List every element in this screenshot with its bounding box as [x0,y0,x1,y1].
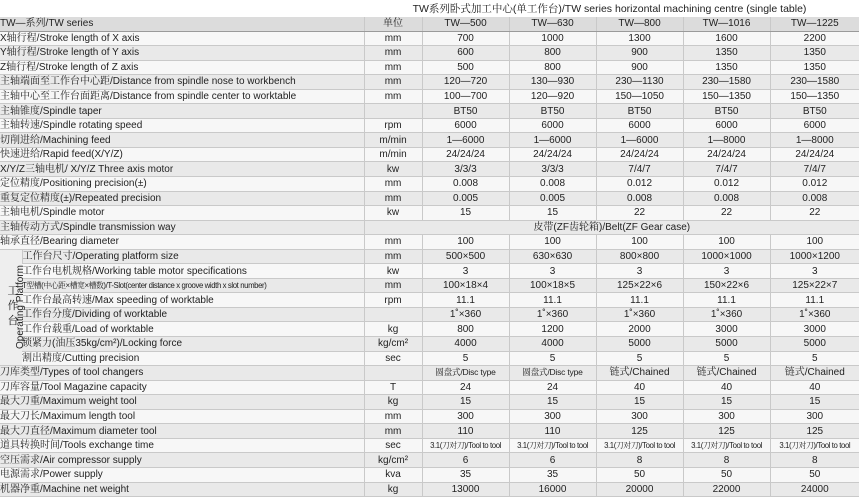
param-label: 工作台分度/Dividing of worktable [22,307,364,322]
model-header: TW—800 [596,17,683,31]
platform-row [0,307,859,322]
spec-row [0,147,859,162]
value-cell: 6000 [422,118,509,133]
spec-row [0,46,859,61]
value-cell: 3.1(刀对刀)/Tool to tool [683,438,770,453]
value-cell: 3 [422,264,509,279]
param-label: 主轴传动方式/Spindle transmission way [0,220,364,235]
value-cell: 125×22×7 [770,278,859,293]
param-label: 空压需求/Air compressor supply [0,453,364,468]
param-label: 轴承直径/Bearing diameter [0,235,364,250]
platform-row [0,264,859,279]
spec-row [0,366,859,381]
value-cell: 0.008 [509,177,596,192]
value-cell: 3.1(刀对刀)/Tool to tool [770,438,859,453]
value-cell: 0.012 [770,177,859,192]
spec-row [0,60,859,75]
spec-row [0,133,859,148]
value-cell: 3 [596,264,683,279]
value-cell: 0.008 [422,177,509,192]
value-cell: 1—6000 [509,133,596,148]
value-cell: 11.1 [683,293,770,308]
value-cell: 1350 [683,60,770,75]
unit-cell [364,104,422,119]
value-cell: 22000 [683,482,770,497]
value-cell: 24/24/24 [596,147,683,162]
transmission-value: 皮带(ZF齿轮箱)/Belt(ZF Gear case) [364,220,859,235]
param-label: 电源需求/Power supply [0,467,364,482]
value-cell: 700 [422,31,509,46]
unit-cell: kg/cm² [364,337,422,352]
param-label: 工作台电机规格/Working table motor specifications [22,264,364,279]
value-cell: 16000 [509,482,596,497]
value-cell: 150×22×6 [683,278,770,293]
header-param: TW—系列/TW series [0,17,364,31]
value-cell: 3 [770,264,859,279]
header-row [0,17,859,31]
value-cell: 150—1350 [683,89,770,104]
value-cell: 0.008 [596,191,683,206]
value-cell: 100—700 [422,89,509,104]
value-cell: 24 [509,380,596,395]
value-cell: 1—8000 [770,133,859,148]
value-cell: 5000 [770,337,859,352]
value-cell: 900 [596,60,683,75]
unit-cell: kg [364,482,422,497]
param-label: 最大刀长/Maximum length tool [0,409,364,424]
value-cell: 1˚×360 [509,307,596,322]
platform-row [0,322,859,337]
value-cell: 3.1(刀对刀)/Tool to tool [509,438,596,453]
unit-cell: kva [364,467,422,482]
value-cell: 15 [596,395,683,410]
value-cell: 1—6000 [422,133,509,148]
value-cell: 120—720 [422,75,509,90]
spec-row [0,31,859,46]
value-cell: 3.1(刀对刀)/Tool to tool [596,438,683,453]
value-cell: 800×800 [596,249,683,264]
value-cell: 1—6000 [596,133,683,148]
value-cell: 50 [770,467,859,482]
value-cell: 11.1 [770,293,859,308]
spec-row [0,438,859,453]
platform-row [0,351,859,366]
value-cell: 100 [770,235,859,250]
unit-cell: mm [364,191,422,206]
value-cell: 40 [770,380,859,395]
platform-row [0,278,859,293]
value-cell: 15 [683,395,770,410]
value-cell: 120—920 [509,89,596,104]
value-cell: 630×630 [509,249,596,264]
value-cell: 11.1 [422,293,509,308]
value-cell: 130—930 [509,75,596,90]
spec-row [0,118,859,133]
unit-cell: mm [364,31,422,46]
spec-table-body [0,17,859,497]
value-cell: 5 [509,351,596,366]
unit-cell: mm [364,177,422,192]
platform-row [0,293,859,308]
spec-row [0,380,859,395]
value-cell: 40 [683,380,770,395]
value-cell: 500×500 [422,249,509,264]
value-cell: 4000 [422,337,509,352]
value-cell: 800 [422,322,509,337]
value-cell: 20000 [596,482,683,497]
unit-cell: rpm [364,293,422,308]
value-cell: 3.1(刀对刀)/Tool to tool [422,438,509,453]
value-cell: 3/3/3 [422,162,509,177]
param-label: 刀库类型/Types of tool changers [0,366,364,381]
value-cell: 15 [422,206,509,221]
spec-row [0,395,859,410]
value-cell: 链式/Chained [770,366,859,381]
value-cell: 24/24/24 [509,147,596,162]
value-cell: 230—1130 [596,75,683,90]
value-cell: 100 [596,235,683,250]
unit-cell: kg/cm² [364,453,422,468]
value-cell: 6000 [509,118,596,133]
platform-side-cn: 工作台 [6,284,18,330]
model-header: TW—500 [422,17,509,31]
param-label: 最大刀直径/Maximum diameter tool [0,424,364,439]
param-label: 刀库容量/Tool Magazine capacity [0,380,364,395]
value-cell: 50 [683,467,770,482]
value-cell: 35 [509,467,596,482]
value-cell: BT50 [683,104,770,119]
value-cell: 3/3/3 [509,162,596,177]
spec-row [0,424,859,439]
value-cell: 7/4/7 [596,162,683,177]
model-header: TW—1225 [770,17,859,31]
value-cell: 22 [683,206,770,221]
value-cell: 7/4/7 [683,162,770,177]
value-cell: 24000 [770,482,859,497]
value-cell: 300 [509,409,596,424]
unit-cell: sec [364,351,422,366]
value-cell: 1˚×360 [770,307,859,322]
param-label: X/Y/Z三轴电机/ X/Y/Z Three axis motor [0,162,364,177]
value-cell: 1350 [770,60,859,75]
value-cell: 3000 [683,322,770,337]
param-label: 最大刀重/Maximum weight tool [0,395,364,410]
value-cell: 15 [770,395,859,410]
value-cell: 15 [509,395,596,410]
value-cell: 2000 [596,322,683,337]
param-label: 工作台载重/Load of worktable [22,322,364,337]
value-cell: 1000 [509,31,596,46]
value-cell: 1300 [596,31,683,46]
unit-cell: kw [364,264,422,279]
param-label: 割出精度/Cutting precision [22,351,364,366]
param-label: 切削进给/Machining feed [0,133,364,148]
value-cell: 500 [422,60,509,75]
unit-cell: mm [364,278,422,293]
value-cell: 1˚×360 [422,307,509,322]
value-cell: 1˚×360 [596,307,683,322]
value-cell: 22 [596,206,683,221]
value-cell: 4000 [509,337,596,352]
spec-row [0,89,859,104]
value-cell: 链式/Chained [683,366,770,381]
value-cell: 50 [596,467,683,482]
value-cell: 100×18×4 [422,278,509,293]
value-cell: 链式/Chained [596,366,683,381]
unit-cell: T [364,380,422,395]
value-cell: 150—1350 [770,89,859,104]
value-cell: 110 [509,424,596,439]
unit-cell: m/min [364,147,422,162]
param-label: 主轴转速/Spindle rotating speed [0,118,364,133]
value-cell: 600 [422,46,509,61]
param-label: Y轴行程/Stroke length of Y axis [0,46,364,61]
unit-cell: sec [364,438,422,453]
value-cell: 3 [683,264,770,279]
unit-cell: mm [364,60,422,75]
value-cell: 125 [596,424,683,439]
value-cell: 300 [422,409,509,424]
param-label: 工作台最高转速/Max speeding of worktable [22,293,364,308]
value-cell: 125 [683,424,770,439]
value-cell: 100×18×5 [509,278,596,293]
platform-side-en: Operating Platform [15,265,26,350]
value-cell: 5000 [596,337,683,352]
value-cell: 300 [683,409,770,424]
unit-cell: m/min [364,133,422,148]
value-cell: 230—1580 [770,75,859,90]
value-cell: 1200 [509,322,596,337]
value-cell: 5 [596,351,683,366]
value-cell: 5 [422,351,509,366]
value-cell: 800 [509,60,596,75]
value-cell: 110 [422,424,509,439]
value-cell: 0.005 [422,191,509,206]
model-header: TW—1016 [683,17,770,31]
spec-row [0,104,859,119]
value-cell: 35 [422,467,509,482]
value-cell: BT50 [422,104,509,119]
value-cell: 24/24/24 [683,147,770,162]
value-cell: 8 [596,453,683,468]
param-label: T型槽(中心距×槽宽×槽数)/T-Slot(center distance x groove width x slot number) [22,278,364,293]
unit-cell [364,307,422,322]
value-cell: 1—8000 [683,133,770,148]
spec-row [0,482,859,497]
value-cell: 0.005 [509,191,596,206]
table-caption: TW系列卧式加工中心(单工作台)/TW series horizontal machining centre (single table) [412,3,807,15]
unit-cell: mm [364,235,422,250]
value-cell: 0.008 [683,191,770,206]
value-cell: 100 [422,235,509,250]
param-label: 重复定位精度(±)/Repeated precision [0,191,364,206]
value-cell: 圆盘式/Disc type [422,366,509,381]
value-cell: BT50 [770,104,859,119]
value-cell: 1350 [770,46,859,61]
value-cell: 0.012 [683,177,770,192]
unit-cell [364,366,422,381]
value-cell: 11.1 [596,293,683,308]
spec-row [0,220,859,235]
spec-row [0,206,859,221]
spec-table [0,17,859,497]
spec-row [0,453,859,468]
unit-cell: kw [364,206,422,221]
spec-row [0,409,859,424]
value-cell: 6000 [683,118,770,133]
value-cell: 1600 [683,31,770,46]
value-cell: 24 [422,380,509,395]
param-label: X轴行程/Stroke length of X axis [0,31,364,46]
param-label: Z轴行程/Stroke length of Z axis [0,60,364,75]
unit-cell: mm [364,409,422,424]
value-cell: 15 [509,206,596,221]
spec-row [0,162,859,177]
value-cell: 100 [683,235,770,250]
value-cell: 1350 [683,46,770,61]
value-cell: 6000 [596,118,683,133]
value-cell: 300 [770,409,859,424]
param-label: 主轴电机/Spindle motor [0,206,364,221]
value-cell: 7/4/7 [770,162,859,177]
value-cell: 8 [683,453,770,468]
value-cell: 8 [770,453,859,468]
platform-row [0,249,859,264]
value-cell: 1˚×360 [683,307,770,322]
value-cell: 6 [422,453,509,468]
value-cell: 800 [509,46,596,61]
value-cell: 1000×1000 [683,249,770,264]
value-cell: 6 [509,453,596,468]
spec-row [0,467,859,482]
value-cell: 5 [683,351,770,366]
value-cell: 5 [770,351,859,366]
value-cell: 6000 [770,118,859,133]
value-cell: 24/24/24 [422,147,509,162]
unit-cell: mm [364,424,422,439]
model-header: TW—630 [509,17,596,31]
value-cell: 13000 [422,482,509,497]
param-label: 锁紧力(油压35kg/cm²)/Locking force [22,337,364,352]
value-cell: 40 [596,380,683,395]
platform-side-label [0,249,26,365]
unit-cell: mm [364,46,422,61]
value-cell: 150—1050 [596,89,683,104]
value-cell: 2200 [770,31,859,46]
spec-row [0,75,859,90]
unit-cell: kg [364,322,422,337]
value-cell: 圆盘式/Disc type [509,366,596,381]
spec-row [0,235,859,250]
value-cell: 900 [596,46,683,61]
param-label: 快速进给/Rapid feed(X/Y/Z) [0,147,364,162]
value-cell: 3000 [770,322,859,337]
param-label: 定位精度/Positioning precision(±) [0,177,364,192]
unit-cell: kg [364,395,422,410]
value-cell: 100 [509,235,596,250]
unit-cell: mm [364,75,422,90]
param-label: 道具转换时间/Tools exchange time [0,438,364,453]
value-cell: 3 [509,264,596,279]
unit-cell: mm [364,89,422,104]
value-cell: 15 [422,395,509,410]
value-cell: 300 [596,409,683,424]
header-unit: 单位 [364,17,422,31]
value-cell: 1000×1200 [770,249,859,264]
param-label: 机器净重/Machine net weight [0,482,364,497]
param-label: 主轴中心至工作台面距离/Distance from spindle center to worktable [0,89,364,104]
value-cell: 22 [770,206,859,221]
unit-cell: kw [364,162,422,177]
platform-row [0,337,859,352]
value-cell: 11.1 [509,293,596,308]
value-cell: 0.012 [596,177,683,192]
value-cell: BT50 [596,104,683,119]
value-cell: BT50 [509,104,596,119]
unit-cell: rpm [364,118,422,133]
spec-row [0,177,859,192]
value-cell: 230—1580 [683,75,770,90]
value-cell: 125×22×6 [596,278,683,293]
value-cell: 24/24/24 [770,147,859,162]
value-cell: 0.008 [770,191,859,206]
value-cell: 125 [770,424,859,439]
param-label: 主轴端面至工作台中心距/Distance from spindle nose to workbench [0,75,364,90]
param-label: 主轴锥度/Spindle taper [0,104,364,119]
value-cell: 5000 [683,337,770,352]
unit-cell: mm [364,249,422,264]
spec-row [0,191,859,206]
param-label: 工作台尺寸/Operating platform size [22,249,364,264]
